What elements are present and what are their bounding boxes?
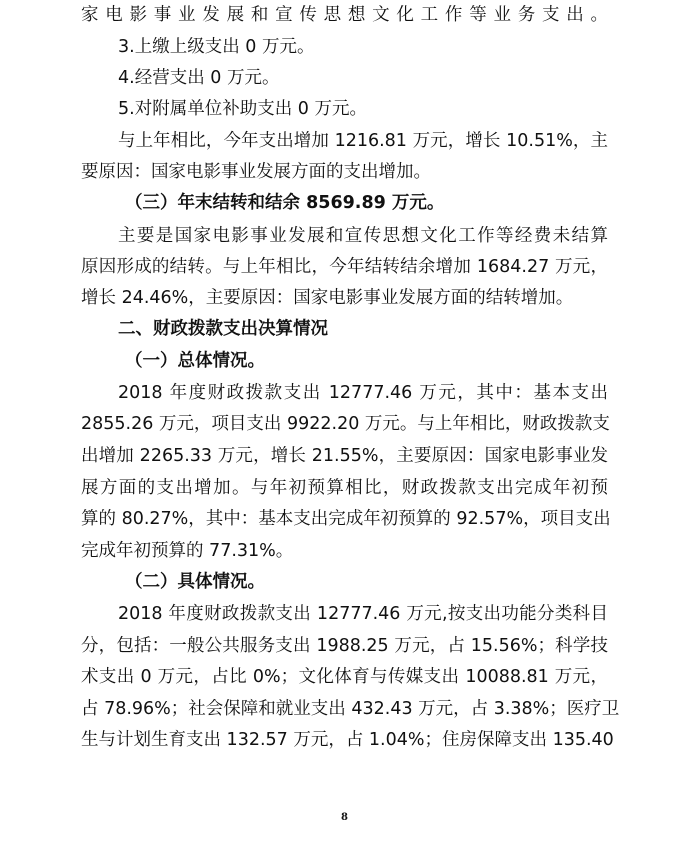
list-item-line: 4.经营支出 0 万元。 (118, 68, 280, 88)
paragraph-line: 术支出 0 万元，占比 0%；文化体育与传媒支出 10088.81 万元， (81, 667, 608, 687)
section-heading: （一）总体情况。 (125, 351, 265, 371)
page-number: 8 (341, 812, 348, 823)
paragraph-line: 生与计划生育支出 132.57 万元，占 1.04%；住房保障支出 135.40 (81, 730, 614, 750)
paragraph-line: 分，包括：一般公共服务支出 1988.25 万元，占 15.56%；科学技 (81, 636, 608, 656)
paragraph-continuation-line: 家电影事业发展和宣传思想文化工作等业务支出。 (81, 5, 608, 25)
list-item-line: 3.上缴上级支出 0 万元。 (118, 37, 315, 57)
paragraph-first-line: 与上年相比，今年支出增加 1216.81 万元，增长 10.51%，主 (118, 131, 608, 151)
paragraph-first-line: 2018 年度财政拨款支出 12777.46 万元,按支出功能分类科目 (118, 604, 608, 624)
paragraph-line: 完成年初预算的 77.31%。 (81, 541, 294, 561)
paragraph-line: 展方面的支出增加。与年初预算相比，财政拨款支出完成年初预 (81, 478, 608, 498)
paragraph-first-line: 2018 年度财政拨款支出 12777.46 万元，其中：基本支出 (118, 383, 608, 403)
paragraph-line: 增长 24.46%，主要原因：国家电影事业发展方面的结转增加。 (81, 288, 574, 308)
paragraph-line: 算的 80.27%，其中：基本支出完成年初预算的 92.57%，项目支出 (81, 509, 611, 529)
paragraph-line: 要原因：国家电影事业发展方面的支出增加。 (81, 162, 431, 182)
paragraph-first-line: 主要是国家电影事业发展和宣传思想文化工作等经费未结算 (118, 226, 608, 246)
paragraph-line: 占 78.96%；社会保障和就业支出 432.43 万元，占 3.38%；医疗卫 (81, 699, 620, 719)
section-heading: （三）年末结转和结余 8569.89 万元。 (125, 193, 445, 213)
list-item-line: 5.对附属单位补助支出 0 万元。 (118, 99, 367, 119)
chapter-heading: 二、财政拨款支出决算情况 (118, 319, 328, 339)
section-heading: （二）具体情况。 (125, 572, 265, 592)
paragraph-line: 2855.26 万元，项目支出 9922.20 万元。与上年相比，财政拨款支 (81, 414, 610, 434)
paragraph-line: 原因形成的结转。与上年相比，今年结转结余增加 1684.27 万元， (81, 257, 608, 277)
paragraph-line: 出增加 2265.33 万元，增长 21.55%，主要原因：国家电影事业发 (81, 446, 608, 466)
